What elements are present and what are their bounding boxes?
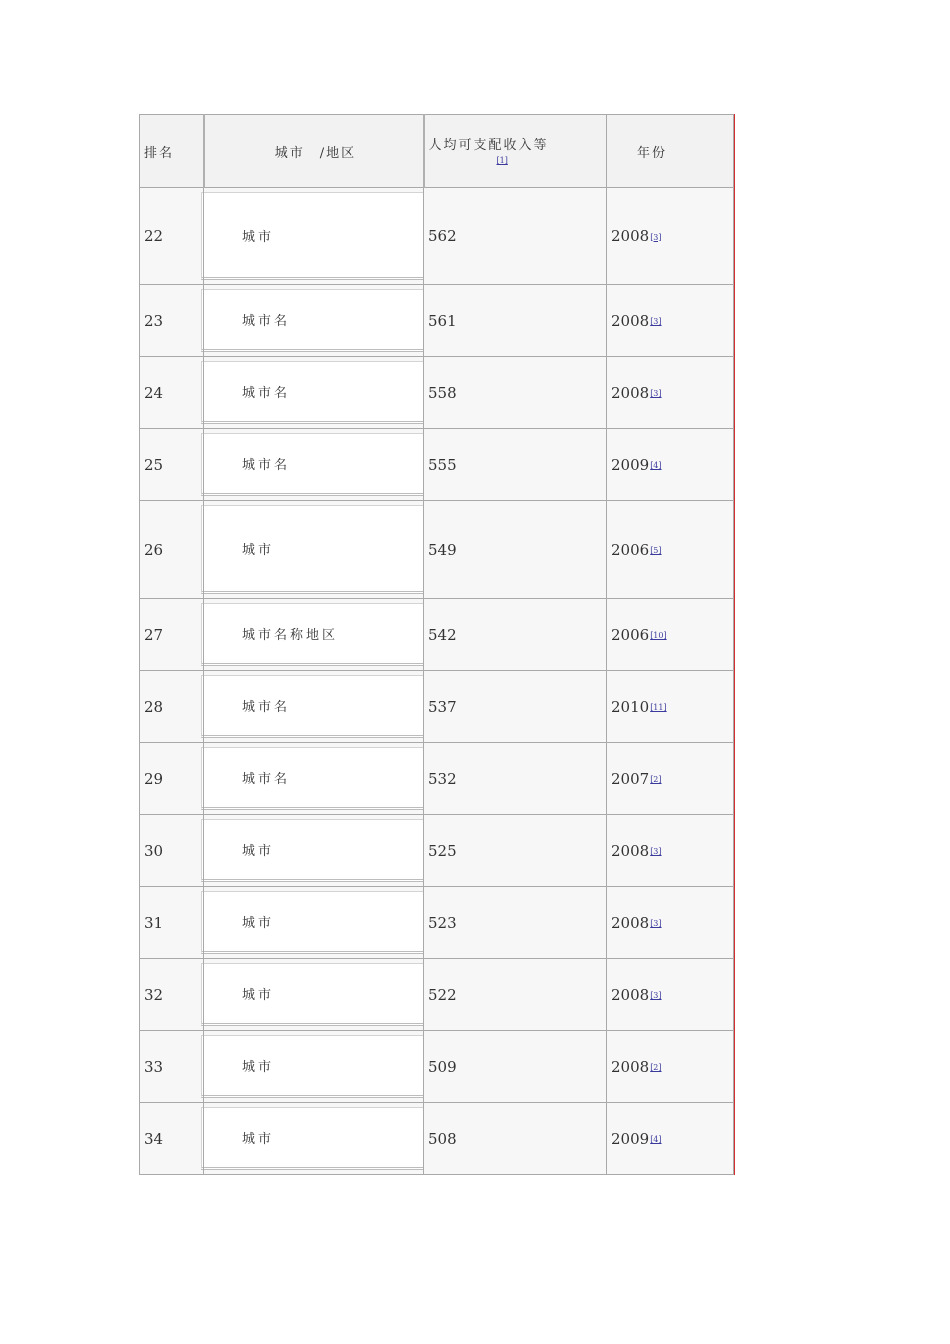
city-name[interactable]: 城市 (242, 1132, 275, 1147)
name-box (201, 603, 425, 666)
value-cell: 522 (424, 959, 607, 1031)
year-ref-link[interactable]: [3] (650, 919, 662, 928)
value-cell: 555 (424, 429, 607, 501)
name-box (201, 675, 425, 738)
year-ref-link[interactable]: [5] (650, 546, 662, 555)
year-value: 2008 (611, 841, 650, 860)
year-value: 2009 (611, 1129, 650, 1148)
year-cell (607, 959, 734, 1031)
rank-cell: 28 (140, 671, 204, 743)
year-cell (607, 357, 734, 429)
rank-cell: 26 (140, 501, 204, 599)
year-value: 2007 (611, 769, 650, 788)
header-value (424, 115, 607, 188)
year-cell (607, 815, 734, 887)
year-cell (607, 1103, 734, 1175)
year-cell (607, 188, 734, 285)
rank-cell: 32 (140, 959, 204, 1031)
year-cell (607, 285, 734, 357)
table-row (140, 671, 734, 743)
name-cell (204, 599, 424, 671)
name-box (201, 747, 425, 810)
header-name: 城市 /地区 (204, 115, 424, 188)
ranking-table (139, 114, 734, 1175)
city-name[interactable]: 城市 (242, 1060, 275, 1075)
table-row (140, 959, 734, 1031)
table-row (140, 743, 734, 815)
rank-cell: 24 (140, 357, 204, 429)
year-cell (607, 501, 734, 599)
year-ref-link[interactable]: [3] (650, 847, 662, 856)
year-value: 2006 (611, 540, 650, 559)
name-box (201, 192, 425, 280)
year-value: 2008 (611, 227, 650, 245)
city-name[interactable]: 城市名称地区 (242, 628, 339, 643)
value-cell: 558 (424, 357, 607, 429)
name-box (201, 1035, 425, 1098)
year-value: 2008 (611, 311, 650, 330)
value-cell: 523 (424, 887, 607, 959)
rank-cell: 31 (140, 887, 204, 959)
city-name[interactable]: 城市名 (242, 700, 291, 715)
year-cell (607, 1031, 734, 1103)
table-row (140, 285, 734, 357)
table-row (140, 357, 734, 429)
name-cell (204, 501, 424, 599)
rank-cell: 27 (140, 599, 204, 671)
name-cell (204, 815, 424, 887)
ranking-table-container (139, 114, 735, 1175)
name-box (201, 963, 425, 1026)
city-name[interactable]: 城市名 (242, 386, 291, 401)
name-box (201, 289, 425, 352)
city-name[interactable]: 城市 (242, 988, 275, 1003)
city-name[interactable]: 城市 (242, 543, 275, 558)
value-cell: 532 (424, 743, 607, 815)
year-ref-link[interactable]: [4] (650, 461, 662, 470)
rank-cell: 22 (140, 188, 204, 285)
year-value: 2008 (611, 985, 650, 1004)
name-box (201, 1107, 425, 1170)
year-ref-link[interactable]: [10] (650, 631, 667, 640)
name-box (201, 891, 425, 954)
city-name[interactable]: 城市名 (242, 314, 291, 329)
year-cell (607, 887, 734, 959)
table-row (140, 1031, 734, 1103)
city-name[interactable]: 城市 (242, 844, 275, 859)
name-box (201, 819, 425, 882)
table-row (140, 887, 734, 959)
name-cell (204, 959, 424, 1031)
year-ref-link[interactable]: [2] (650, 1063, 662, 1072)
year-value: 2006 (611, 625, 650, 644)
table-row (140, 188, 734, 285)
value-cell: 525 (424, 815, 607, 887)
name-box (201, 505, 425, 594)
year-ref-link[interactable]: [3] (650, 232, 662, 242)
name-cell (204, 188, 424, 285)
year-value: 2008 (611, 1057, 650, 1076)
value-cell: 561 (424, 285, 607, 357)
header-rank: 排名 (140, 115, 204, 188)
year-cell (607, 429, 734, 501)
value-cell: 549 (424, 501, 607, 599)
table-row (140, 815, 734, 887)
table-row (140, 501, 734, 599)
rank-cell: 34 (140, 1103, 204, 1175)
table-row (140, 599, 734, 671)
value-cell: 509 (424, 1031, 607, 1103)
city-name[interactable]: 城市 (242, 229, 275, 245)
name-cell (204, 671, 424, 743)
rank-cell: 25 (140, 429, 204, 501)
year-ref-link[interactable]: [3] (650, 991, 662, 1000)
year-value: 2008 (611, 913, 650, 932)
header-value-label: 人均可支配收入等 (428, 138, 549, 153)
year-cell (607, 671, 734, 743)
year-value: 2008 (611, 383, 650, 402)
year-value: 2009 (611, 455, 650, 474)
rank-cell: 33 (140, 1031, 204, 1103)
year-ref-link[interactable]: [4] (650, 1135, 662, 1144)
city-name[interactable]: 城市 (242, 916, 275, 931)
name-cell (204, 1031, 424, 1103)
year-ref-link[interactable]: [3] (650, 317, 662, 326)
year-ref-link[interactable]: [2] (650, 775, 662, 784)
rank-cell: 29 (140, 743, 204, 815)
city-name[interactable]: 城市名 (242, 772, 291, 787)
year-value: 2010 (611, 697, 650, 716)
value-cell: 537 (424, 671, 607, 743)
table-row (140, 1103, 734, 1175)
year-cell (607, 743, 734, 815)
name-cell (204, 743, 424, 815)
name-box (201, 361, 425, 424)
year-ref-link[interactable]: [3] (650, 389, 662, 398)
name-cell (204, 285, 424, 357)
value-cell: 562 (424, 188, 607, 285)
table-row (140, 429, 734, 501)
rank-cell: 30 (140, 815, 204, 887)
name-cell (204, 1103, 424, 1175)
name-box (201, 433, 425, 496)
name-cell (204, 429, 424, 501)
year-ref-link[interactable]: [11] (650, 703, 667, 712)
name-cell (204, 887, 424, 959)
rank-cell: 23 (140, 285, 204, 357)
value-cell: 542 (424, 599, 607, 671)
city-name[interactable]: 城市名 (242, 458, 291, 473)
table-header-row (140, 115, 734, 188)
year-cell (607, 599, 734, 671)
header-year: 年份 (607, 115, 734, 188)
value-cell: 508 (424, 1103, 607, 1175)
name-cell (204, 357, 424, 429)
header-value-ref-link[interactable]: [1] (496, 156, 508, 165)
